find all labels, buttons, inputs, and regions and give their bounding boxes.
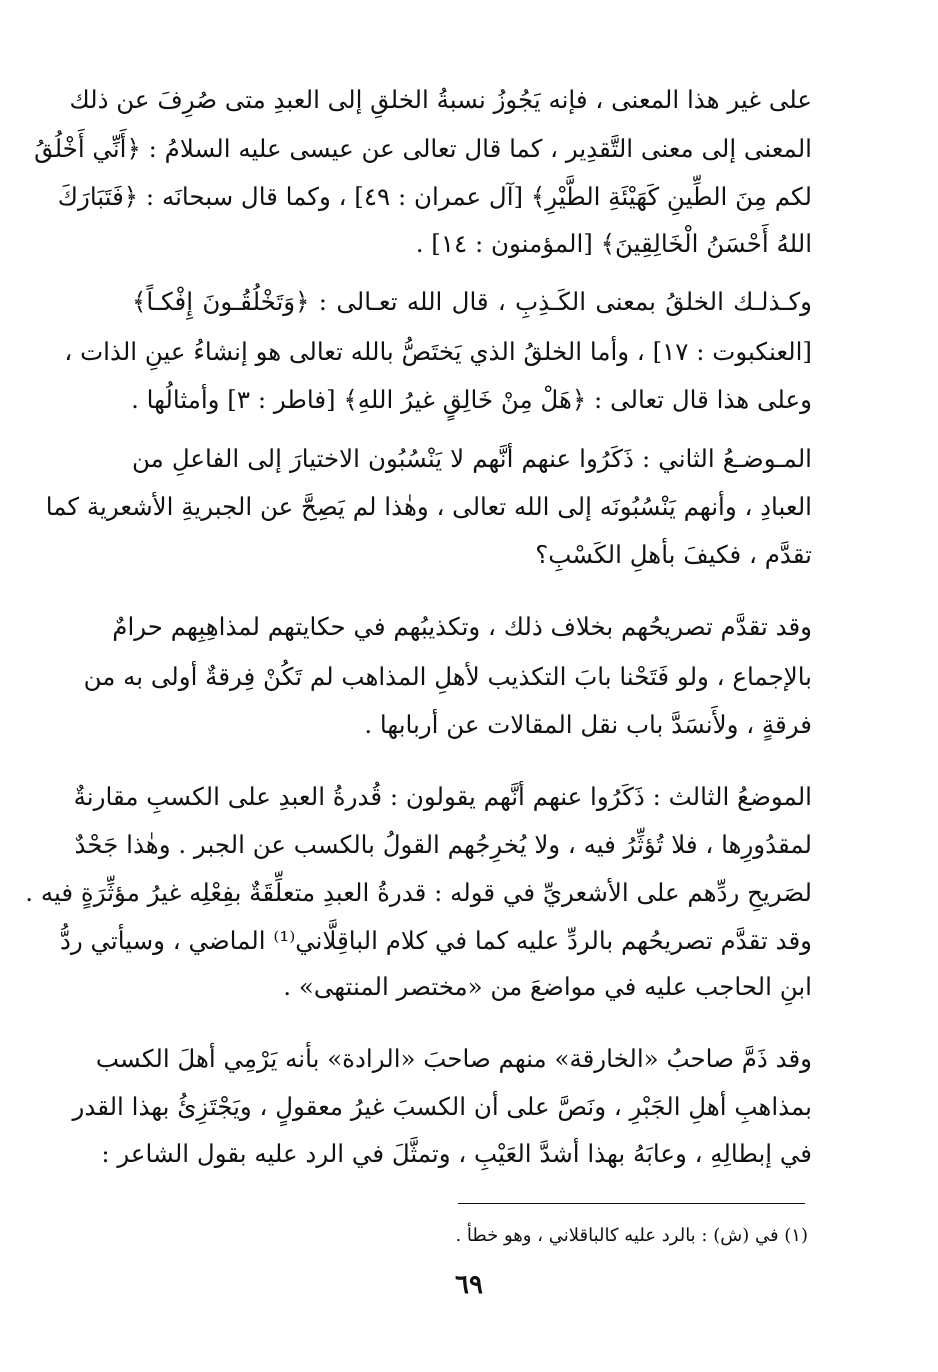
- text-line: وعلى هذا قال تعالى : ﴿هَلْ مِنْ خَالِقٍ غيرُ اللهِ﴾ [فاطر : ٣] وأمثالُها .: [131, 385, 812, 414]
- text-line: بالإجماع ، ولو فَتَحْنا بابَ التكذيب لأهلِ المذاهب لم تَكُنْ فِرقةٌ أولى به من: [83, 662, 812, 691]
- text-line: الموضعُ الثالث : ذَكَرُوا عنهم أنَّهم يقولون : قُدرةُ العبدِ على الكسبِ مقارنةٌ: [73, 782, 812, 811]
- text-line: اللهُ أَحْسَنُ الْخَالِقِينَ﴾ [المؤمنون : ١٤] .: [415, 229, 812, 258]
- text-line: وقد تقدَّم تصريحُهم بخلاف ذلك ، وتكذيبُهم في حكايتهم لمذاهِبِهم حرامٌ: [112, 612, 812, 641]
- text-line: ابنِ الحاجب عليه في مواضعَ من «مختصر المنتهى» .: [283, 972, 812, 1001]
- text-line: وقد تقدَّم تصريحُهم بالردِّ عليه كما في كلام الباقِلَّاني⁽¹⁾ الماضي ، وسيأتي ردُّ: [59, 926, 812, 955]
- text-line: لمقدُورِها ، فلا تُؤثِّرُ فيه ، ولا يُخرِجُهم القولُ بالكسب عن الجبر . وهٰذا جَحْدٌ: [74, 830, 812, 859]
- text-line: المـوضـعُ الثاني : ذَكَرُوا عنهم أنَّهم لا يَنْسُبُون الاختيارَ إلى الفاعلِ من: [132, 444, 812, 473]
- text-line: بمذاهبِ أهلِ الجَبْرِ ، ونَصَّ على أن الكسبَ غيرُ معقولٍ ، ويَجْتَزِئُ بهذا القدر: [72, 1092, 812, 1121]
- footnote: (١) في (ش) : بالرد عليه كالباقلاني ، وهو خطأ .: [455, 1225, 808, 1246]
- text-line: لصَريحِ ردِّهم على الأشعريِّ في قوله : قدرةُ العبدِ متعلِّقَةٌ بفِعْلِه غيرُ مؤثِّرَةٍ فيه .: [25, 878, 812, 907]
- footnote-separator: [458, 1203, 805, 1204]
- text-line: المعنى إلى معنى التَّقدِير ، كما قال تعالى عن عيسى عليه السلامُ : ﴿أَنِّي أَخْلُقُ: [34, 134, 812, 163]
- text-line: [العنكبوت : ١٧] ، وأما الخلقُ الذي يَختَصُّ بالله تعالى هو إنشاءُ عينِ الذات ،: [64, 337, 812, 366]
- page-number: ٦٩: [455, 1270, 483, 1300]
- text-line: العبادِ ، وأنهم يَنْسُبُونَه إلى الله تعالى ، وهٰذا لم يَصِحَّ عن الجبريةِ الأشعرية كما: [45, 492, 812, 521]
- text-line: لكم مِنَ الطِّينِ كَهَيْئَةِ الطَّيْرِ﴾ [آل عمران : ٤٩] ، وكما قال سبحانَه : ﴿فَتَبَارَكَ: [57, 182, 812, 211]
- text-line: في إبطالِهِ ، وعابَهُ بهذا أشدَّ العَيْبِ ، وتمثَّلَ في الرد عليه بقول الشاعر :: [101, 1139, 812, 1168]
- text-line: وقد ذَمَّ صاحبُ «الخارقة» منهم صاحبَ «الرادة» بأنه يَرْمِي أهلَ الكسب: [95, 1044, 812, 1073]
- text-line: تقدَّم ، فكيفَ بأهلِ الكَسْبِ؟: [535, 540, 812, 569]
- text-line: وكـذلـك الخلقُ بمعنى الكَـذِبِ ، قال الله تعـالى : ﴿وَتَخْلُقُـونَ إِفْكـاً﴾: [132, 287, 812, 316]
- text-line: على غير هذا المعنى ، فإنه يَجُوزُ نسبةُ الخلقِ إلى العبدِ متى صُرِفَ عن ذلك: [69, 85, 812, 114]
- text-line: فرقةٍ ، ولأَنسَدَّ باب نقل المقالات عن أربابها .: [364, 710, 812, 739]
